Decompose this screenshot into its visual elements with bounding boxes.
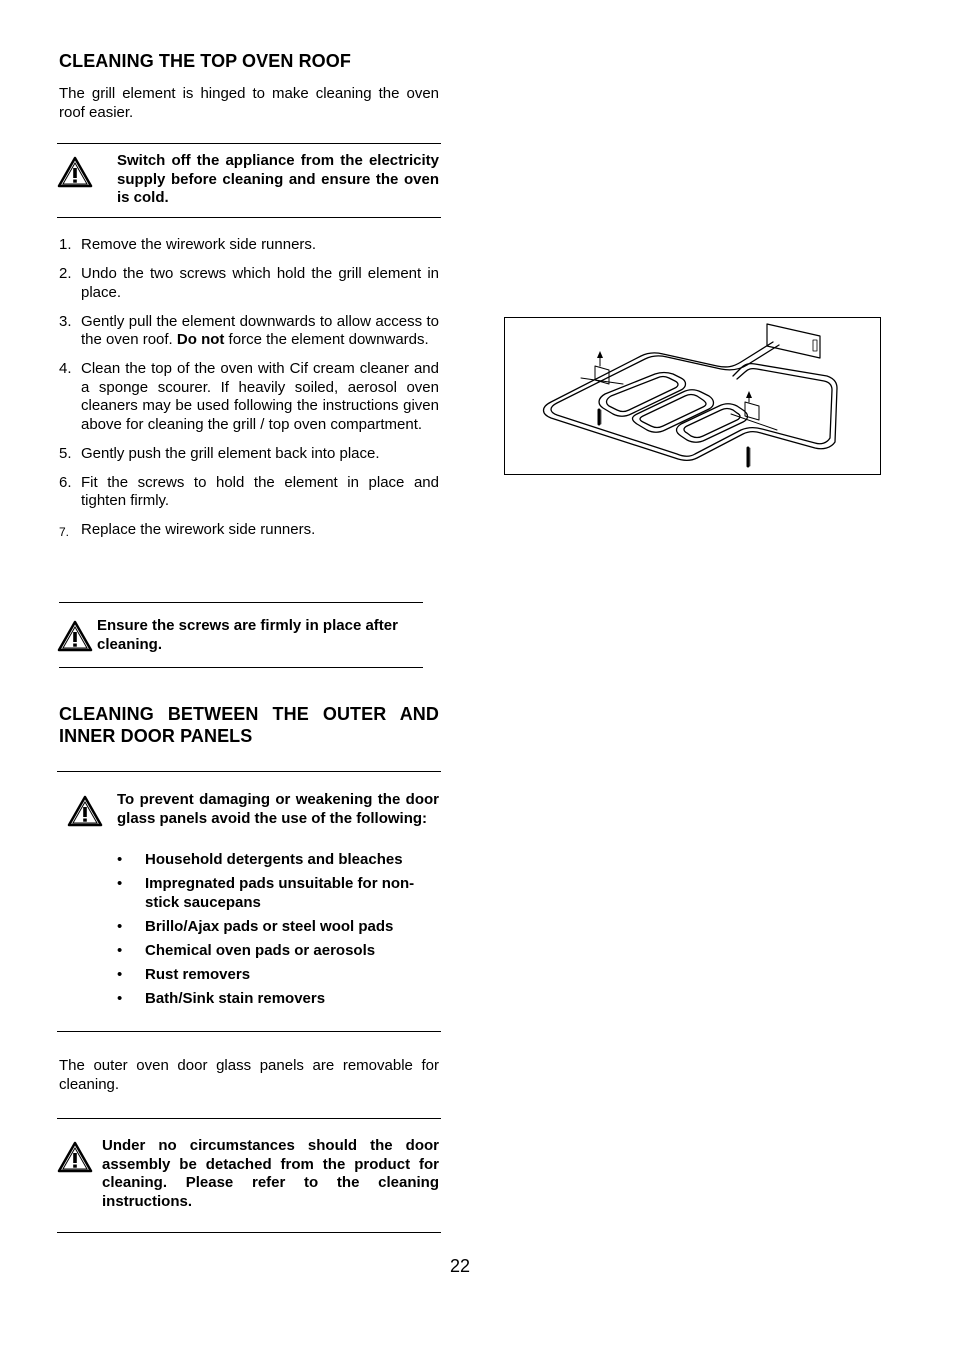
list-item: • Bath/Sink stain removers: [117, 989, 326, 1007]
page-number: 22: [450, 1256, 471, 1276]
list-item: • Impregnated pads unsuitable for non-stick saucepans: [117, 875, 415, 911]
warning-switch-off: Switch off the appliance from the electricity supply before cleaning and ensure the oven is cold.: [117, 152, 439, 206]
warning-triangle-icon: [57, 1141, 93, 1173]
list-item: 5. Gently push the grill element back into place.: [59, 444, 380, 462]
list-item: 2. Undo the two screws which hold the grill element in place.: [59, 265, 439, 301]
avoid-list: [117, 851, 439, 1014]
door-panels-paragraph: The outer oven door glass panels are removable for cleaning.: [59, 1057, 439, 1093]
list-item: 4. Clean the top of the oven with Cif cream cleaner and a sponge scourer. If heavily soiled, aerosol oven cleaners may be used following the instructions given above for cleaning the grill / top oven compartment.: [59, 360, 439, 433]
list-item: • Household detergents and bleaches: [117, 851, 403, 868]
warning-glass-panels: To prevent damaging or weakening the door glass panels avoid the use of the following:: [117, 791, 439, 827]
warning-triangle-icon: [57, 156, 93, 188]
divider: [59, 667, 423, 668]
divider: [57, 143, 441, 144]
divider: [59, 602, 423, 603]
list-item: • Chemical oven pads or aerosols: [117, 941, 376, 959]
warning-door-assembly: Under no circumstances should the door assembly be detached from the product for cleaning. Please refer to the cleaning instructions.: [102, 1137, 439, 1210]
divider: [57, 1232, 441, 1233]
warning-triangle-icon: [57, 620, 93, 652]
list-item: 3. Gently pull the element downwards to allow access to the oven roof. Do not force the element downwards.: [59, 312, 439, 348]
warning-triangle-icon: [67, 795, 103, 827]
divider: [57, 1031, 441, 1032]
section-heading-door-panels: CLEANING BETWEEN THE OUTER AND INNER DOOR PANELS: [59, 704, 439, 746]
steps-list: [59, 236, 439, 550]
grill-element-diagram-icon: [505, 318, 880, 474]
divider: [57, 771, 441, 772]
warning-screws: Ensure the screws are firmly in place after cleaning.: [97, 617, 398, 653]
list-item: 1. Remove the wirework side runners.: [59, 236, 317, 253]
list-item: 7. Replace the wirework side runners.: [59, 521, 316, 539]
list-item: • Brillo/Ajax pads or steel wool pads: [117, 917, 394, 935]
divider: [57, 217, 441, 218]
intro-paragraph: The grill element is hinged to make cleaning the oven roof easier.: [59, 85, 439, 121]
list-item: 6. Fit the screws to hold the element in place and tighten firmly.: [59, 473, 439, 509]
divider: [57, 1118, 441, 1119]
section-heading-top-oven-roof: CLEANING THE TOP OVEN ROOF: [59, 51, 351, 71]
list-item: • Rust removers: [117, 965, 251, 983]
grill-element-figure: [504, 317, 881, 475]
